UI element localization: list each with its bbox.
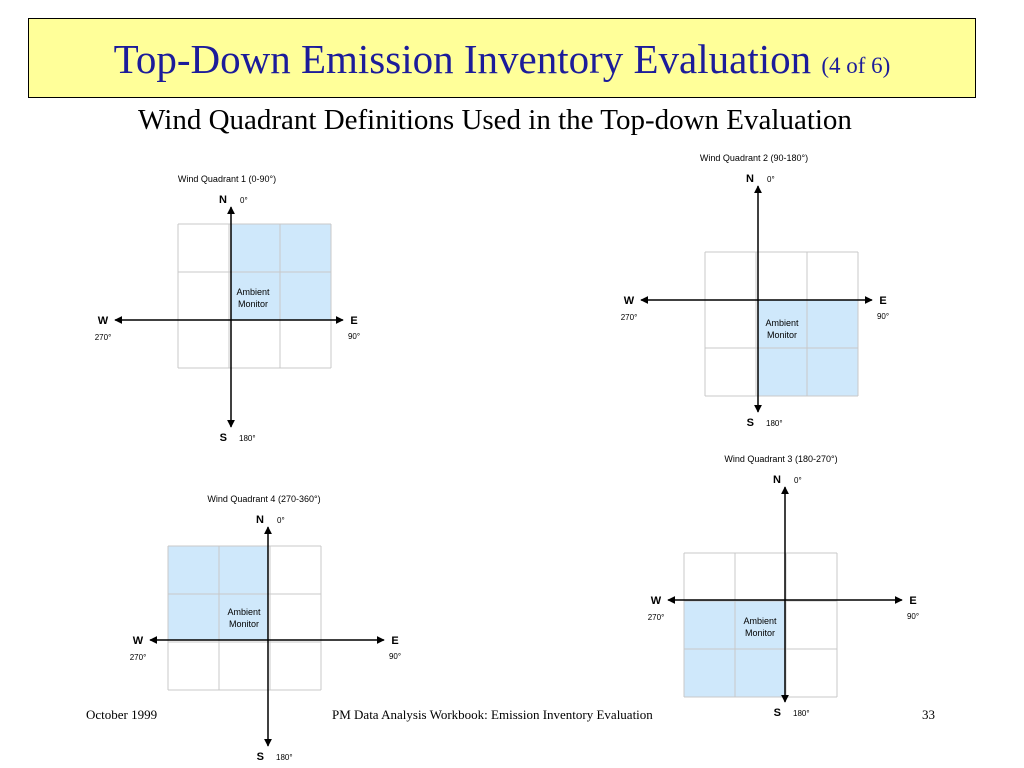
south-label: S [746,417,754,429]
ambient-monitor-label-line2: Monitor [766,330,798,340]
south-label: S [773,707,781,719]
east-degrees: 90° [347,332,361,341]
east-label: E [909,595,917,607]
east-label: E [879,295,887,307]
west-label: W [97,315,109,327]
ambient-monitor-label-line1: Ambient [765,318,799,328]
ambient-monitor-label-line2: Monitor [228,619,260,629]
south-label: S [256,751,264,763]
west-degrees: 270° [647,613,665,622]
east-label: E [391,635,399,647]
footer-workbook-title: PM Data Analysis Workbook: Emission Inventory Evaluation [332,707,653,722]
ambient-monitor-label-line1: Ambient [236,287,270,297]
north-degrees: 0° [240,196,248,205]
west-label: W [132,635,144,647]
east-degrees: 90° [388,652,402,661]
wind-quadrant-3 [648,454,919,719]
south-degrees: 180° [793,709,810,718]
south-label: S [219,432,227,444]
north-label: N [219,194,227,206]
south-degrees: 180° [239,434,256,443]
north-label: N [773,474,781,486]
south-degrees: 180° [276,753,293,762]
quadrant-title: Wind Quadrant 4 (270-360°) [207,494,321,504]
footer-page-number: 33 [922,707,935,722]
north-label: N [746,173,754,185]
ambient-monitor-label-line1: Ambient [743,616,777,626]
wind-quadrant-1 [95,174,360,444]
south-degrees: 180° [766,419,783,428]
west-degrees: 270° [129,653,147,662]
west-degrees: 270° [620,313,638,322]
west-degrees: 270° [94,333,112,342]
ambient-monitor-label-line1: Ambient [227,607,261,617]
west-label: W [650,595,662,607]
north-degrees: 0° [277,516,285,525]
slide-subtitle: Wind Quadrant Definitions Used in the Top-down Evaluation [138,104,852,136]
west-label: W [623,295,635,307]
east-label: E [350,315,358,327]
footer-date: October 1999 [86,707,158,722]
quadrant-title: Wind Quadrant 2 (90-180°) [699,153,809,163]
slide-title-part: (4 of 6) [821,53,891,78]
north-degrees: 0° [794,476,802,485]
quadrant-title: Wind Quadrant 3 (180-270°) [724,454,838,464]
quadrant-title: Wind Quadrant 1 (0-90°) [177,174,277,184]
slide-title-main: Top-Down Emission Inventory Evaluation [113,36,812,82]
north-degrees: 0° [767,175,775,184]
north-label: N [256,514,264,526]
wind-quadrant-2 [621,153,889,429]
east-degrees: 90° [876,312,890,321]
east-degrees: 90° [906,612,920,621]
ambient-monitor-label-line2: Monitor [744,628,776,638]
ambient-monitor-label-line2: Monitor [237,299,269,309]
